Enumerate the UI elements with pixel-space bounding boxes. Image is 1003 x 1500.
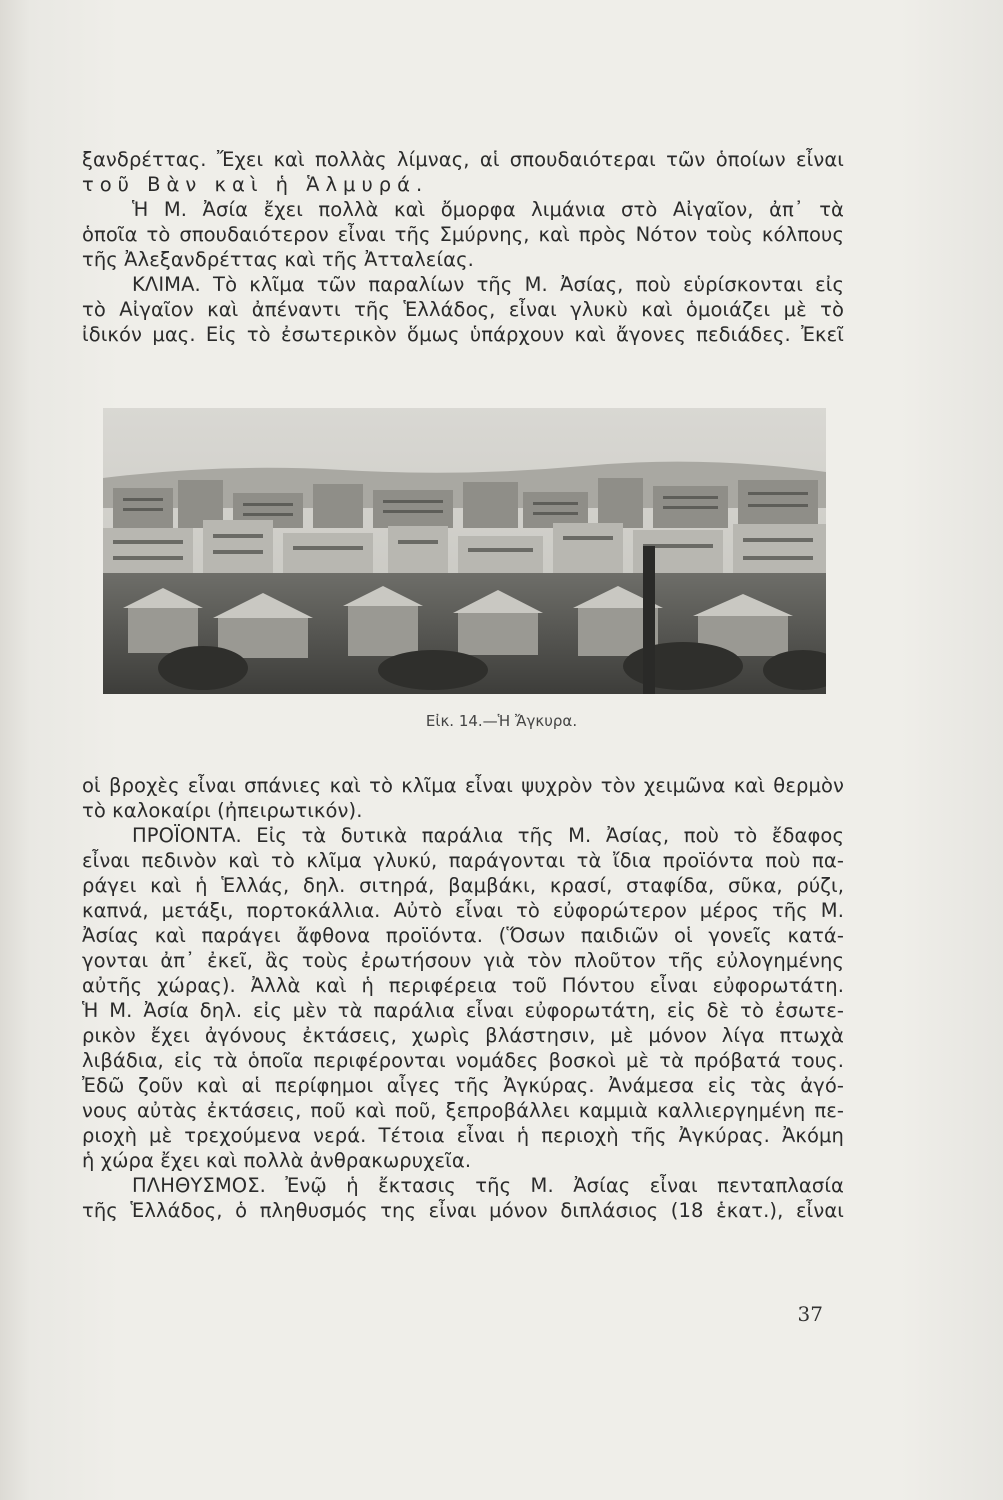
text-line: ὁποῖα τὸ σπουδαιότερον εἶναι τῆς Σμύρνης, καὶ πρὸς Νότον τοὺς κόλπους: [82, 223, 844, 246]
text-line: ράγει καὶ ἡ Ἑλλάς, δηλ. σιτηρά, βαμβάκι, κρασί, σταφίδα, σῦκα, ρύζι,: [82, 874, 844, 897]
text-line: τὸ καλοκαίρι (ἠπειρωτικόν).: [82, 799, 363, 822]
text-line: λιβάδια, εἰς τὰ ὁποῖα περιφέρονται νομάδες βοσκοὶ μὲ τὰ πρόβατά τους.: [82, 1049, 844, 1072]
text-line: Ἀσίας καὶ παράγει ἄφθονα προϊόντα. (Ὅσων παιδιῶν οἱ γονεῖς κατά-: [82, 924, 844, 947]
photo-cityscape-drawing: [103, 408, 826, 694]
text-line: τὸ Αἰγαῖον καὶ ἀπέναντι τῆς Ἑλλάδος, εἶναι γλυκὺ καὶ ὁμοιάζει μὲ τὸ: [82, 298, 844, 321]
text-line: Ἐδῶ ζοῦν καὶ αἱ περίφημοι αἶγες τῆς Ἀγκύρας. Ἀνάμεσα εἰς τὰς ἀγό-: [82, 1074, 844, 1097]
text-block-bottom: [82, 773, 844, 1223]
text-line: [82, 172, 844, 197]
text-line: ριοχὴ μὲ τρεχούμενα νερά. Τέτοια εἶναι ἡ περιοχὴ τῆς Ἀγκύρας. Ἀκόμη: [82, 1124, 844, 1147]
figure-caption: Εἰκ. 14.—Ἡ Ἄγκυρα.: [425, 712, 578, 730]
photo-ankara-cityscape: [103, 408, 826, 694]
text-line: ΠΡΟΪΟΝΤΑ. Εἰς τὰ δυτικὰ παράλια τῆς Μ. Ἀσίας, ποὺ τὸ ἔδαφος: [132, 824, 844, 847]
text-line: οἱ βροχὲς εἶναι σπάνιες καὶ τὸ κλῖμα εἶναι ψυχρὸν τὸν χειμῶνα καὶ θερμὸν: [82, 774, 844, 797]
text-line: Ἡ Μ. Ἀσία ἔχει πολλὰ καὶ ὄμορφα λιμάνια στὸ Αἰγαῖον, ἀπ᾽ τὰ: [132, 198, 844, 221]
text-line: καπνά, μετάξι, πορτοκάλλια. Αὐτὸ εἶναι τὸ εὐφορώτερον μέρος τῆς Μ.: [82, 899, 844, 922]
text-line: ξανδρέττας. Ἔχει καὶ πολλὰς λίμνας, αἱ σπουδαιότεραι τῶν ὁποίων εἶναι: [82, 148, 844, 171]
page-number: 37: [797, 1302, 823, 1326]
text-line: νους αὐτὰς ἐκτάσεις, ποῦ καὶ ποῦ, ξεπροβάλλει καμμιὰ καλλιεργημένη πε-: [82, 1099, 844, 1122]
text-line: τῆς Ἀλεξανδρέττας καὶ τῆς Ἀτταλείας.: [82, 248, 474, 271]
text-line: τῆς Ἑλλάδος, ὁ πληθυσμός της εἶναι μόνον διπλάσιος (18 ἑκατ.), εἶναι: [82, 1199, 844, 1222]
text-line: Ἡ Μ. Ἀσία δηλ. εἰς μὲν τὰ παράλια εἶναι εὐφορωτάτη, εἰς δὲ τὸ ἐσωτε-: [82, 999, 844, 1022]
text-line: αὐτῆς χώρας). Ἀλλὰ καὶ ἡ περιφέρεια τοῦ Πόντου εἶναι εὐφορωτάτη.: [82, 974, 844, 997]
text-line: ΚΛΙΜΑ. Τὸ κλῖμα τῶν παραλίων τῆς Μ. Ἀσίας, ποὺ εὑρίσκονται εἰς: [132, 273, 844, 296]
text-line: ἰδικόν μας. Εἰς τὸ ἐσωτερικὸν ὅμως ὑπάρχουν καὶ ἄγονες πεδιάδες. Ἐκεῖ: [82, 323, 844, 346]
text-line: ρικὸν ἔχει ἀγόνους ἐκτάσεις, χωρὶς βλάστησιν, μὲ μόνον λίγα πτωχὰ: [82, 1024, 844, 1047]
text-line: γονται ἀπ᾽ ἐκεῖ, ἂς τοὺς ἐρωτήσουν γιὰ τὸν πλοῦτον τῆς εὐλογημένης: [82, 949, 844, 972]
text-line: εἶναι πεδινὸν καὶ τὸ κλῖμα γλυκύ, παράγονται τὰ ἴδια προϊόντα ποὺ πα-: [82, 849, 844, 872]
text-line-spaced: τοῦ Βὰν καὶ ἡ Ἁλμυρά.: [82, 173, 429, 196]
text-line: ἡ χώρα ἔχει καὶ πολλὰ ἀνθρακωρυχεῖα.: [82, 1149, 472, 1172]
text-line: ΠΛΗΘΥΣΜΟΣ. Ἐνῷ ἡ ἔκτασις τῆς Μ. Ἀσίας εἶναι πενταπλασία: [132, 1174, 844, 1197]
text-block-top: [82, 147, 844, 347]
